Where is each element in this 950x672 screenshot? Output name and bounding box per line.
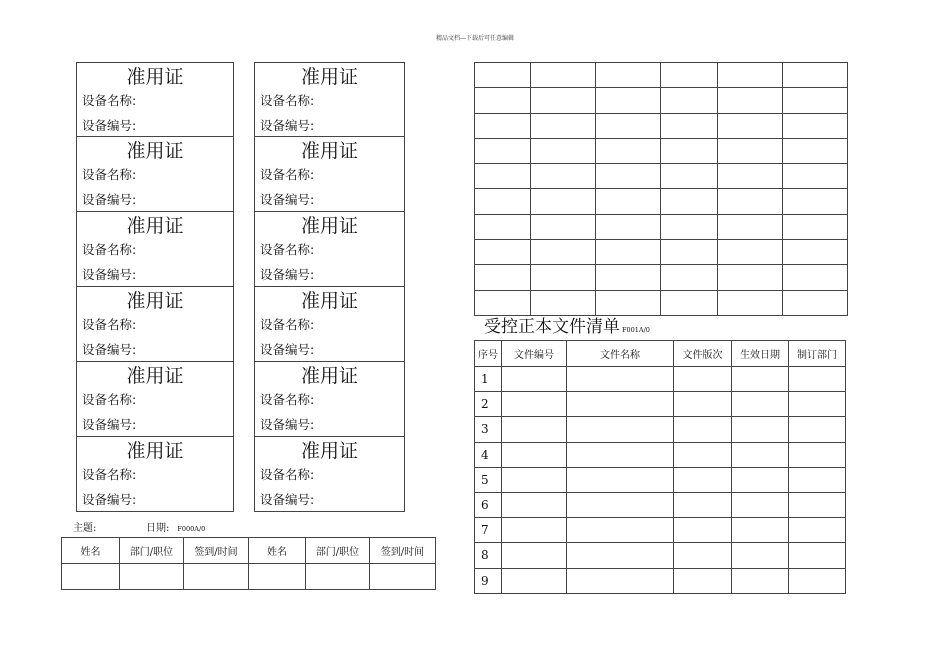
grid-row bbox=[475, 164, 848, 189]
equipment-name-label: 设备名称: bbox=[82, 242, 137, 257]
col-effective-date: 生效日期 bbox=[732, 341, 789, 367]
table-row bbox=[475, 543, 846, 568]
permit-title: 准用证 bbox=[300, 140, 358, 162]
signin-cell[interactable] bbox=[306, 564, 370, 590]
equipment-name-label: 设备名称: bbox=[82, 317, 137, 332]
doc-cell[interactable] bbox=[732, 417, 789, 442]
col-index: 序号 bbox=[475, 341, 502, 367]
permit-title: 准用证 bbox=[300, 215, 358, 237]
col-doc-number: 文件编号 bbox=[502, 341, 567, 367]
equipment-number-label: 设备编号: bbox=[260, 118, 315, 133]
permit-title: 准用证 bbox=[126, 440, 184, 462]
equipment-number-label: 设备编号: bbox=[82, 492, 137, 507]
signin-cell[interactable] bbox=[370, 564, 436, 590]
permit-cards-left bbox=[76, 62, 234, 512]
doc-list-table bbox=[474, 340, 846, 594]
equipment-number-label: 设备编号: bbox=[82, 417, 137, 432]
doc-cell[interactable] bbox=[502, 543, 567, 568]
doc-cell[interactable] bbox=[502, 492, 567, 517]
date-meta bbox=[146, 519, 205, 534]
equipment-name-label: 设备名称: bbox=[260, 467, 315, 482]
permit-card bbox=[254, 287, 405, 362]
doc-cell[interactable] bbox=[789, 392, 846, 417]
doc-list-header-row bbox=[475, 341, 846, 367]
table-row bbox=[475, 467, 846, 492]
header-note: 精品文档---下载后可任意编辑 bbox=[435, 35, 515, 42]
doc-list-body bbox=[475, 367, 846, 594]
grid-row bbox=[475, 88, 848, 113]
permit-title: 准用证 bbox=[300, 290, 358, 312]
col-issuing-dept: 制订部门 bbox=[789, 341, 846, 367]
doc-cell[interactable] bbox=[502, 392, 567, 417]
doc-cell[interactable] bbox=[789, 467, 846, 492]
signin-cell[interactable] bbox=[120, 564, 184, 590]
signin-cell[interactable] bbox=[249, 564, 306, 590]
doc-cell[interactable] bbox=[674, 467, 732, 492]
subject-label: 主题: bbox=[73, 523, 97, 534]
equipment-name-label: 设备名称: bbox=[82, 93, 137, 108]
equipment-number-label: 设备编号: bbox=[260, 192, 315, 207]
doc-cell[interactable] bbox=[674, 518, 732, 543]
doc-cell[interactable] bbox=[789, 518, 846, 543]
row-index: 8 bbox=[475, 543, 502, 568]
doc-cell[interactable] bbox=[674, 568, 732, 593]
permit-card bbox=[76, 62, 234, 137]
equipment-number-label: 设备编号: bbox=[82, 192, 137, 207]
doc-cell[interactable] bbox=[789, 543, 846, 568]
doc-cell[interactable] bbox=[502, 442, 567, 467]
doc-cell[interactable] bbox=[502, 367, 567, 392]
equipment-name-label: 设备名称: bbox=[82, 392, 137, 407]
row-index: 9 bbox=[475, 568, 502, 593]
equipment-number-label: 设备编号: bbox=[260, 492, 315, 507]
permit-title: 准用证 bbox=[126, 290, 184, 312]
equipment-number-label: 设备编号: bbox=[82, 342, 137, 357]
doc-cell[interactable] bbox=[567, 492, 674, 517]
doc-cell[interactable] bbox=[674, 392, 732, 417]
col-dept: 部门/职位 bbox=[120, 538, 184, 564]
doc-cell[interactable] bbox=[732, 442, 789, 467]
grid-row bbox=[475, 240, 848, 265]
doc-cell[interactable] bbox=[567, 417, 674, 442]
signin-header-row bbox=[62, 538, 436, 564]
grid-row bbox=[475, 189, 848, 214]
permit-title: 准用证 bbox=[126, 66, 184, 88]
signin-table bbox=[61, 537, 436, 590]
permit-card bbox=[254, 212, 405, 287]
equipment-name-label: 设备名称: bbox=[260, 317, 315, 332]
doc-cell[interactable] bbox=[732, 467, 789, 492]
doc-cell[interactable] bbox=[502, 568, 567, 593]
doc-cell[interactable] bbox=[732, 543, 789, 568]
doc-cell[interactable] bbox=[732, 492, 789, 517]
permit-card bbox=[76, 362, 234, 437]
equipment-name-label: 设备名称: bbox=[260, 242, 315, 257]
signin-row bbox=[62, 564, 436, 590]
doc-cell[interactable] bbox=[789, 568, 846, 593]
signin-cell[interactable] bbox=[184, 564, 249, 590]
doc-list-title-block bbox=[484, 316, 650, 341]
equipment-number-label: 设备编号: bbox=[260, 417, 315, 432]
doc-cell[interactable] bbox=[567, 543, 674, 568]
grid-row bbox=[475, 214, 848, 239]
doc-cell[interactable] bbox=[567, 518, 674, 543]
table-row bbox=[475, 442, 846, 467]
doc-cell[interactable] bbox=[567, 367, 674, 392]
permit-card bbox=[76, 437, 234, 512]
row-index: 3 bbox=[475, 417, 502, 442]
doc-cell[interactable] bbox=[502, 417, 567, 442]
permit-card bbox=[76, 137, 234, 212]
doc-cell[interactable] bbox=[674, 442, 732, 467]
col-name: 姓名 bbox=[62, 538, 120, 564]
doc-cell[interactable] bbox=[732, 392, 789, 417]
col-signin-time: 签到/时间 bbox=[184, 538, 249, 564]
col-dept: 部门/职位 bbox=[306, 538, 370, 564]
table-row bbox=[475, 518, 846, 543]
permit-card bbox=[254, 137, 405, 212]
permit-title: 准用证 bbox=[126, 140, 184, 162]
doc-cell[interactable] bbox=[567, 467, 674, 492]
date-label: 日期: bbox=[146, 523, 170, 534]
doc-cell[interactable] bbox=[674, 492, 732, 517]
equipment-name-label: 设备名称: bbox=[260, 167, 315, 182]
doc-list-title: 受控正本文件清单 bbox=[484, 317, 620, 337]
doc-cell[interactable] bbox=[789, 442, 846, 467]
equipment-number-label: 设备编号: bbox=[82, 267, 137, 282]
doc-cell[interactable] bbox=[732, 568, 789, 593]
signin-cell[interactable] bbox=[62, 564, 120, 590]
table-row bbox=[475, 568, 846, 593]
grid-row bbox=[475, 138, 848, 163]
signin-form-code: F000A/0 bbox=[177, 525, 206, 533]
table-row bbox=[475, 492, 846, 517]
row-index: 1 bbox=[475, 367, 502, 392]
doc-cell[interactable] bbox=[732, 518, 789, 543]
equipment-number-label: 设备编号: bbox=[260, 342, 315, 357]
doc-cell[interactable] bbox=[567, 442, 674, 467]
doc-cell[interactable] bbox=[674, 417, 732, 442]
equipment-name-label: 设备名称: bbox=[82, 467, 137, 482]
grid-row bbox=[475, 265, 848, 290]
permit-card bbox=[254, 362, 405, 437]
permit-title: 准用证 bbox=[300, 365, 358, 387]
grid-row bbox=[475, 63, 848, 88]
permit-cards-right bbox=[254, 62, 405, 512]
permit-title: 准用证 bbox=[126, 215, 184, 237]
table-row bbox=[475, 392, 846, 417]
doc-cell[interactable] bbox=[789, 367, 846, 392]
equipment-name-label: 设备名称: bbox=[260, 392, 315, 407]
row-index: 7 bbox=[475, 518, 502, 543]
equipment-name-label: 设备名称: bbox=[82, 167, 137, 182]
blank-grid bbox=[474, 62, 848, 316]
permit-title: 准用证 bbox=[126, 365, 184, 387]
doc-cell[interactable] bbox=[732, 367, 789, 392]
blank-grid-body bbox=[475, 63, 848, 316]
doc-cell[interactable] bbox=[502, 518, 567, 543]
row-index: 6 bbox=[475, 492, 502, 517]
doc-cell[interactable] bbox=[789, 417, 846, 442]
permit-card bbox=[76, 212, 234, 287]
permit-title: 准用证 bbox=[300, 440, 358, 462]
row-index: 5 bbox=[475, 467, 502, 492]
permit-card bbox=[76, 287, 234, 362]
col-doc-name: 文件名称 bbox=[567, 341, 674, 367]
col-name: 姓名 bbox=[249, 538, 306, 564]
equipment-number-label: 设备编号: bbox=[82, 118, 137, 133]
col-signin-time: 签到/时间 bbox=[370, 538, 436, 564]
equipment-name-label: 设备名称: bbox=[260, 93, 315, 108]
doc-cell[interactable] bbox=[674, 367, 732, 392]
permit-card bbox=[254, 62, 405, 137]
doc-cell[interactable] bbox=[567, 568, 674, 593]
doc-list-form-code: F001A/0 bbox=[622, 326, 650, 334]
table-row bbox=[475, 367, 846, 392]
doc-cell[interactable] bbox=[674, 543, 732, 568]
doc-cell[interactable] bbox=[789, 492, 846, 517]
permit-card bbox=[254, 437, 405, 512]
doc-cell[interactable] bbox=[567, 392, 674, 417]
doc-cell[interactable] bbox=[502, 467, 567, 492]
grid-row bbox=[475, 113, 848, 138]
table-row bbox=[475, 417, 846, 442]
row-index: 2 bbox=[475, 392, 502, 417]
col-doc-version: 文件版次 bbox=[674, 341, 732, 367]
permit-title: 准用证 bbox=[300, 66, 358, 88]
row-index: 4 bbox=[475, 442, 502, 467]
grid-row bbox=[475, 290, 848, 315]
equipment-number-label: 设备编号: bbox=[260, 267, 315, 282]
